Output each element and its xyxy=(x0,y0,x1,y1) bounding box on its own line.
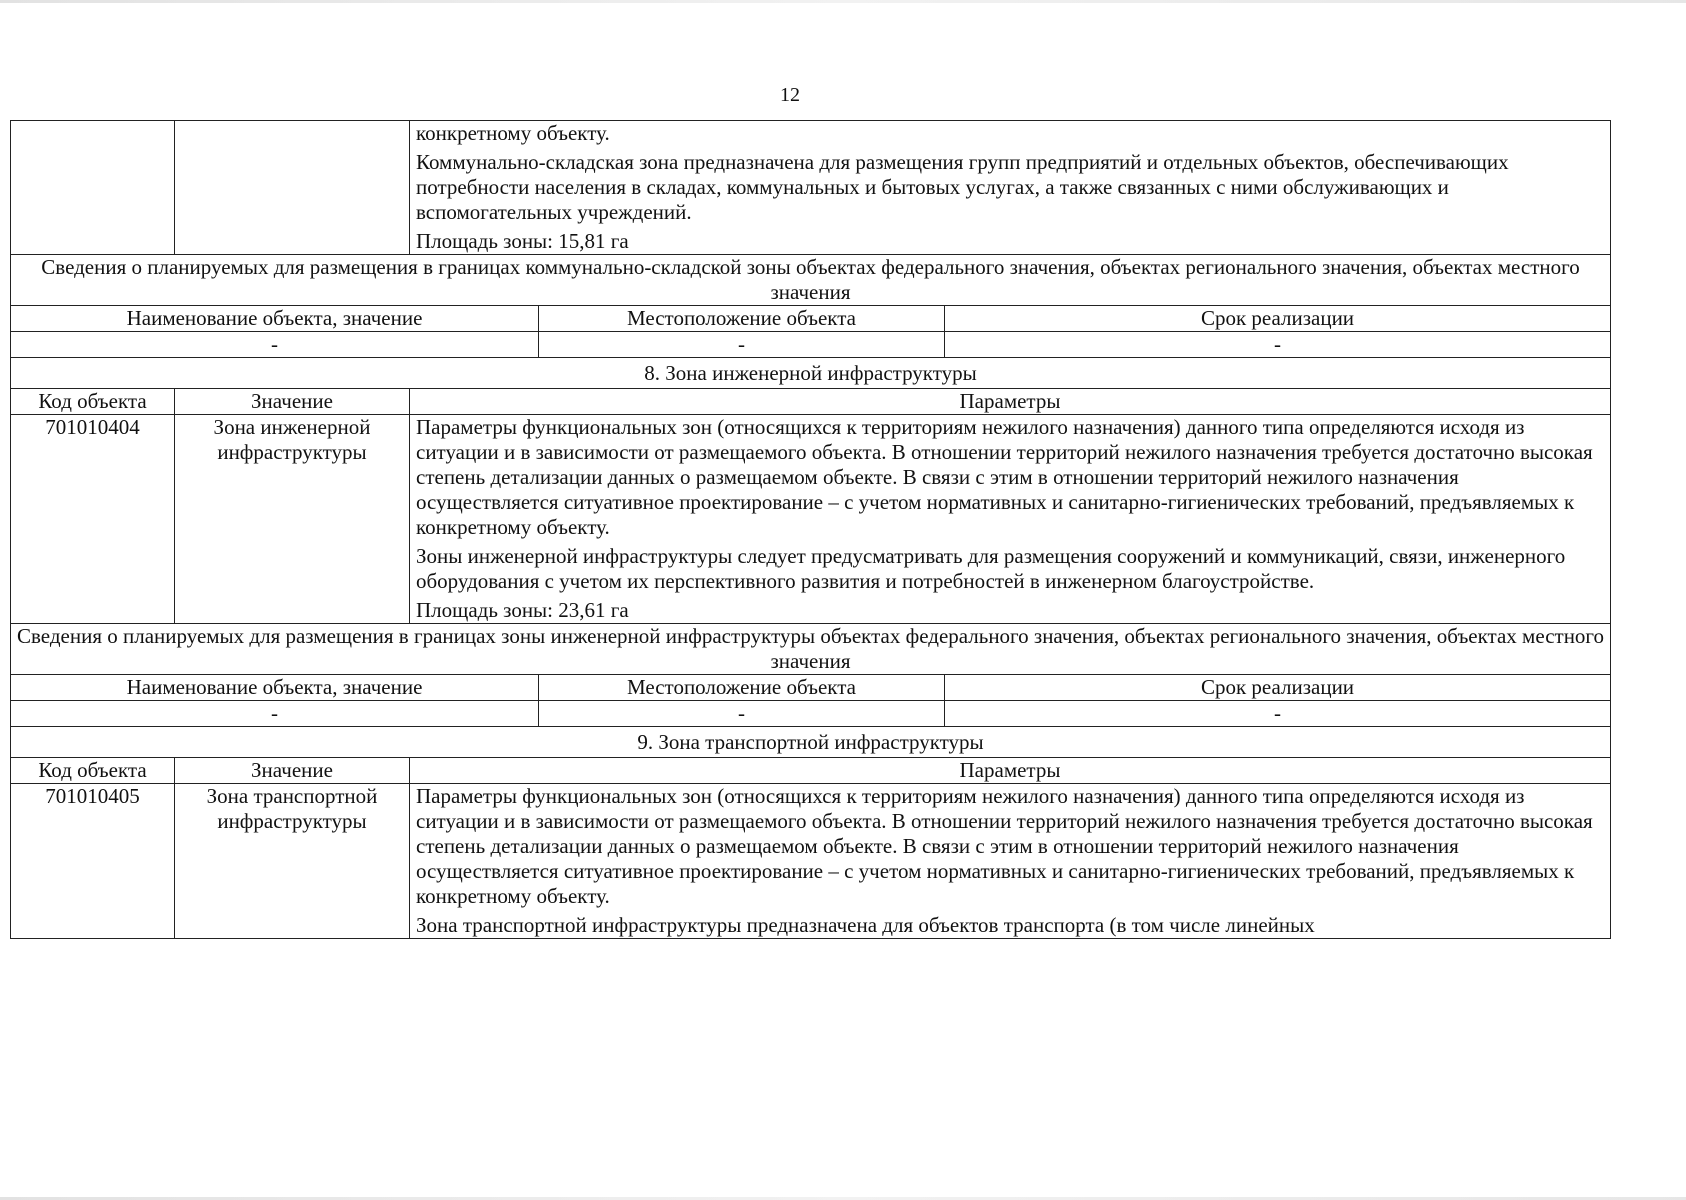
zone-9-paragraph: Зона транспортной инфраструктуры предназначена для объектов транспорта (в том числе линейных xyxy=(416,913,1315,937)
planned-data-row xyxy=(11,701,1611,727)
header-implementation-term: Срок реализации xyxy=(945,675,1611,701)
planned-cell: - xyxy=(945,701,1611,727)
scan-top-edge xyxy=(0,0,1686,3)
header-object-name: Наименование объекта, значение xyxy=(11,675,539,701)
zone-title-row xyxy=(11,727,1611,758)
page-number: 12 xyxy=(780,84,800,106)
continued-paragraph: конкретному объекту. xyxy=(416,121,610,145)
planned-title-row xyxy=(11,624,1611,675)
header-object-location: Местоположение объекта xyxy=(539,306,945,332)
planned-cell: - xyxy=(539,332,945,358)
planned-cell: - xyxy=(11,701,539,727)
zone-8-row xyxy=(11,415,1611,624)
zones-document xyxy=(10,120,1610,939)
zone-9-code: 701010405 xyxy=(11,784,175,939)
header-object-location: Местоположение объекта xyxy=(539,675,945,701)
continued-params-cell xyxy=(410,121,1611,255)
zone-9-params xyxy=(410,784,1611,939)
zone-9-name: Зона транспортной инфраструктуры xyxy=(175,784,410,939)
planned-header-row xyxy=(11,306,1611,332)
zone-9-row xyxy=(11,784,1611,939)
continued-code-cell xyxy=(11,121,175,255)
continued-name-cell xyxy=(175,121,410,255)
zones-table xyxy=(10,120,1611,939)
planned-cell: - xyxy=(945,332,1611,358)
zone-8-title: 8. Зона инженерной инфраструктуры xyxy=(11,358,1611,389)
zone-header-row xyxy=(11,758,1611,784)
header-meaning: Значение xyxy=(175,758,410,784)
header-object-name: Наименование объекта, значение xyxy=(11,306,539,332)
zone-8-params xyxy=(410,415,1611,624)
planned-data-row xyxy=(11,332,1611,358)
zone-8-code: 701010404 xyxy=(11,415,175,624)
continued-paragraph: Коммунально-складская зона предназначена для размещения групп предприятий и отдельных объектов, обеспечивающих потребности населения в складах, коммунальных и бытовых услугах, а также связанных с ними обслуживающих и вспомогательных учреждений. xyxy=(416,150,1509,224)
zone-9-paragraph: Параметры функциональных зон (относящихся к территориям нежилого назначения) данного типа определяются исходя из ситуации и в зависимости от размещаемого объекта. В отношении территорий нежилого назначения требуется достаточно высокая степень детализации данных о размещаемом объекте. В связи с этим в отношении территорий нежилого назначения осуществляется ситуативное проектирование – с учетом нормативных и санитарно-гигиенических требований, предъявляемых к конкретному объекту. xyxy=(416,784,1593,908)
planned-title: Сведения о планируемых для размещения в границах коммунально-складской зоны объектах федерального значения, объектах регионального значения, объектах местного значения xyxy=(11,255,1611,306)
planned-title-row xyxy=(11,255,1611,306)
header-object-code: Код объекта xyxy=(11,758,175,784)
planned-header-row xyxy=(11,675,1611,701)
header-meaning: Значение xyxy=(175,389,410,415)
header-parameters: Параметры xyxy=(410,389,1611,415)
planned-cell: - xyxy=(539,701,945,727)
zone-area: Площадь зоны: 23,61 га xyxy=(416,598,629,622)
planned-title: Сведения о планируемых для размещения в границах зоны инженерной инфраструктуры объектах федерального значения, объектах регионального значения, объектах местного значения xyxy=(11,624,1611,675)
zone-header-row xyxy=(11,389,1611,415)
header-parameters: Параметры xyxy=(410,758,1611,784)
zone-8-paragraph: Зоны инженерной инфраструктуры следует предусматривать для размещения сооружений и коммуникаций, связи, инженерного оборудования с учетом их перспективного развития и потребностей в инженерном благоустройстве. xyxy=(416,544,1566,593)
zone-8-name: Зона инженерной инфраструктуры xyxy=(175,415,410,624)
continued-row xyxy=(11,121,1611,255)
header-implementation-term: Срок реализации xyxy=(945,306,1611,332)
header-object-code: Код объекта xyxy=(11,389,175,415)
zone-9-title: 9. Зона транспортной инфраструктуры xyxy=(11,727,1611,758)
planned-cell: - xyxy=(11,332,539,358)
zone-area: Площадь зоны: 15,81 га xyxy=(416,229,629,253)
zone-title-row xyxy=(11,358,1611,389)
zone-8-paragraph: Параметры функциональных зон (относящихся к территориям нежилого назначения) данного типа определяются исходя из ситуации и в зависимости от размещаемого объекта. В отношении территорий нежилого назначения требуется достаточно высокая степень детализации данных о размещаемом объекте. В связи с этим в отношении территорий нежилого назначения осуществляется ситуативное проектирование – с учетом нормативных и санитарно-гигиенических требований, предъявляемых к конкретному объекту. xyxy=(416,415,1593,539)
